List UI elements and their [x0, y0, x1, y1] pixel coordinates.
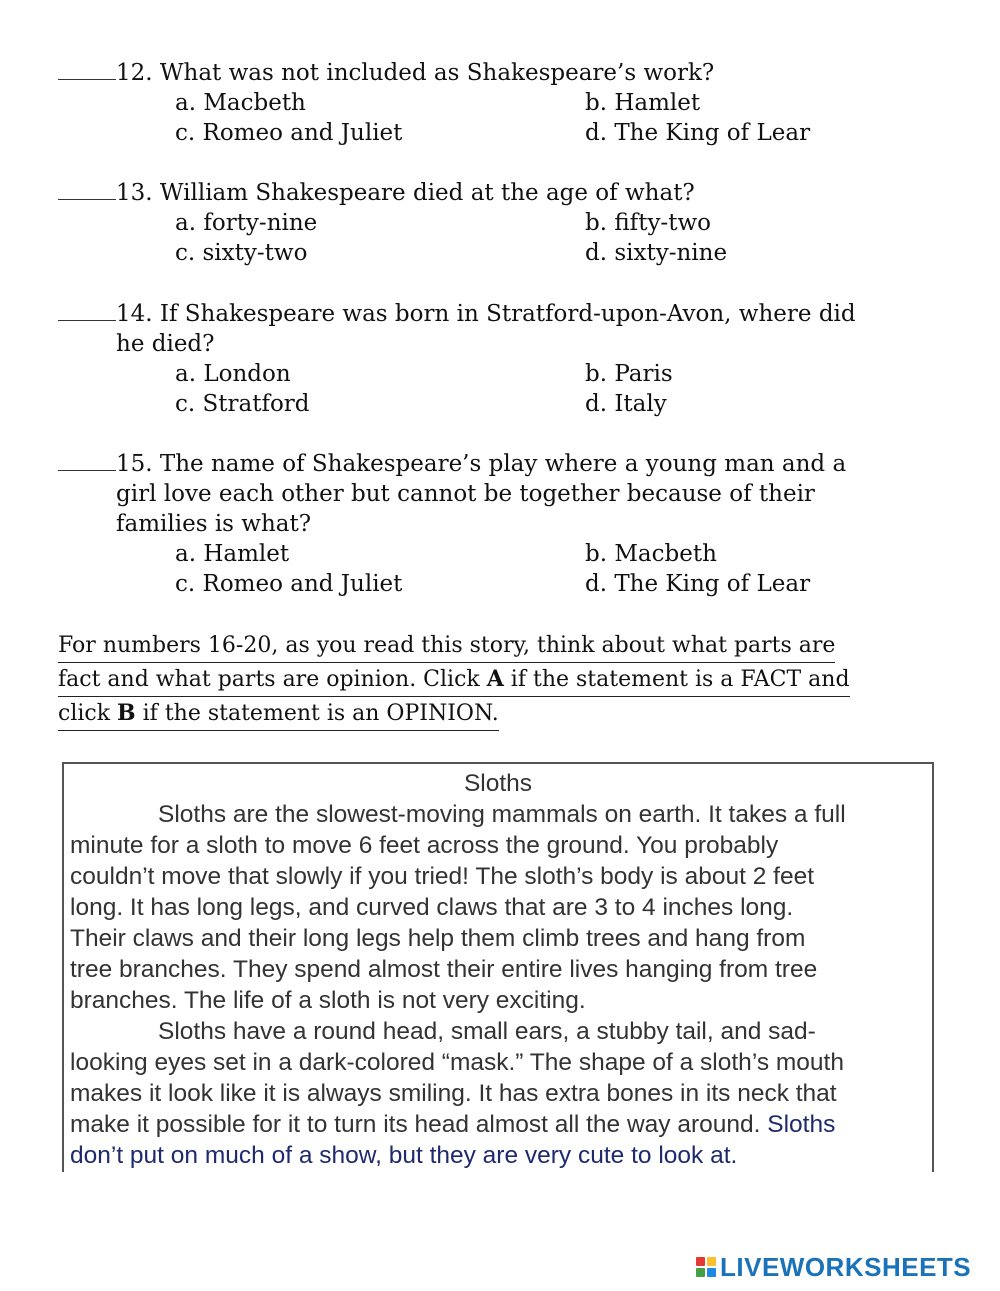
question-text-cont: he died?: [116, 331, 215, 357]
option-b: b. Hamlet: [585, 90, 701, 116]
answer-blank[interactable]: [58, 450, 116, 471]
story-line: tree branches. They spend almost their entire lives hanging from tree: [70, 956, 818, 983]
option-b: b. Paris: [585, 361, 673, 387]
question-text: 13. William Shakespeare died at the age of what?: [116, 180, 695, 206]
option-d: d. Italy: [585, 391, 667, 417]
story-line: Sloths have a round head, small ears, a stubby tail, and sad-: [158, 1018, 816, 1045]
liveworksheets-logo: [696, 1252, 971, 1282]
instructions-line-1: For numbers 16-20, as you read this story, think about what parts are: [58, 630, 835, 663]
option-d: d. The King of Lear: [585, 571, 811, 597]
question-12: [58, 58, 938, 148]
logo-square-icon: [707, 1257, 716, 1266]
story-line: long. It has long legs, and curved claws that are 3 to 4 inches long.: [70, 894, 794, 921]
option-d: d. The King of Lear: [585, 120, 811, 146]
instructions: [58, 630, 938, 731]
option-a: a. forty-nine: [175, 210, 318, 236]
story-statement-highlight[interactable]: don’t put on much of a show, but they are very cute to look at.: [70, 1142, 738, 1169]
story-title: Sloths: [463, 770, 533, 797]
question-15: [58, 449, 938, 599]
instructions-line-2: fact and what parts are opinion. Click A if the statement is a FACT and: [58, 663, 850, 697]
logo-square-icon: [696, 1257, 705, 1266]
story-box: [62, 762, 934, 1172]
story-line: Their claws and their long legs help them climb trees and hang from: [70, 925, 806, 952]
question-14: [58, 299, 938, 419]
story-line: make it possible for it to turn its head almost all the way around.: [70, 1111, 768, 1138]
option-a: a. Hamlet: [175, 541, 290, 567]
story-line: makes it look like it is always smiling. It has extra bones in its neck that: [70, 1080, 837, 1107]
story-paragraph-2: [64, 1016, 932, 1171]
answer-blank[interactable]: [58, 59, 116, 80]
option-c: c. Stratford: [175, 391, 310, 417]
option-c: c. sixty-two: [175, 240, 308, 266]
option-c: c. Romeo and Juliet: [175, 120, 403, 146]
question-text: 15. The name of Shakespeare’s play where a young man and a: [116, 451, 847, 477]
story-line: Sloths are the slowest-moving mammals on earth. It takes a full: [158, 801, 846, 828]
logo-text: LIVEWORKSHEETS: [720, 1251, 972, 1282]
story-line: branches. The life of a sloth is not very exciting.: [70, 987, 586, 1014]
question-text-cont: families is what?: [116, 511, 312, 537]
option-b: b. fifty-two: [585, 210, 711, 236]
story-line: minute for a sloth to move 6 feet across the ground. You probably: [70, 832, 779, 859]
story-paragraph-1: [64, 799, 932, 1016]
answer-blank[interactable]: [58, 300, 116, 321]
logo-square-icon: [707, 1268, 716, 1277]
option-d: d. sixty-nine: [585, 240, 728, 266]
question-text-cont: girl love each other but cannot be together because of their: [116, 481, 815, 507]
logo-square-icon: [696, 1268, 705, 1277]
answer-blank[interactable]: [58, 179, 116, 200]
option-b: b. Macbeth: [585, 541, 717, 567]
story-line: couldn’t move that slowly if you tried! The sloth’s body is about 2 feet: [70, 863, 815, 890]
option-c: c. Romeo and Juliet: [175, 571, 403, 597]
option-a: a. Macbeth: [175, 90, 306, 116]
story-statement-highlight[interactable]: Sloths: [767, 1111, 836, 1138]
liveworksheets-logo-icon: [696, 1257, 716, 1277]
question-text: 12. What was not included as Shakespeare’s work?: [116, 60, 715, 86]
story-line: looking eyes set in a dark-colored “mask.” The shape of a sloth’s mouth: [70, 1049, 844, 1076]
question-13: [58, 178, 938, 268]
option-a: a. London: [175, 361, 291, 387]
instructions-line-3: click B if the statement is an OPINION.: [58, 697, 499, 731]
question-text: 14. If Shakespeare was born in Stratford-upon-Avon, where did: [116, 301, 856, 327]
